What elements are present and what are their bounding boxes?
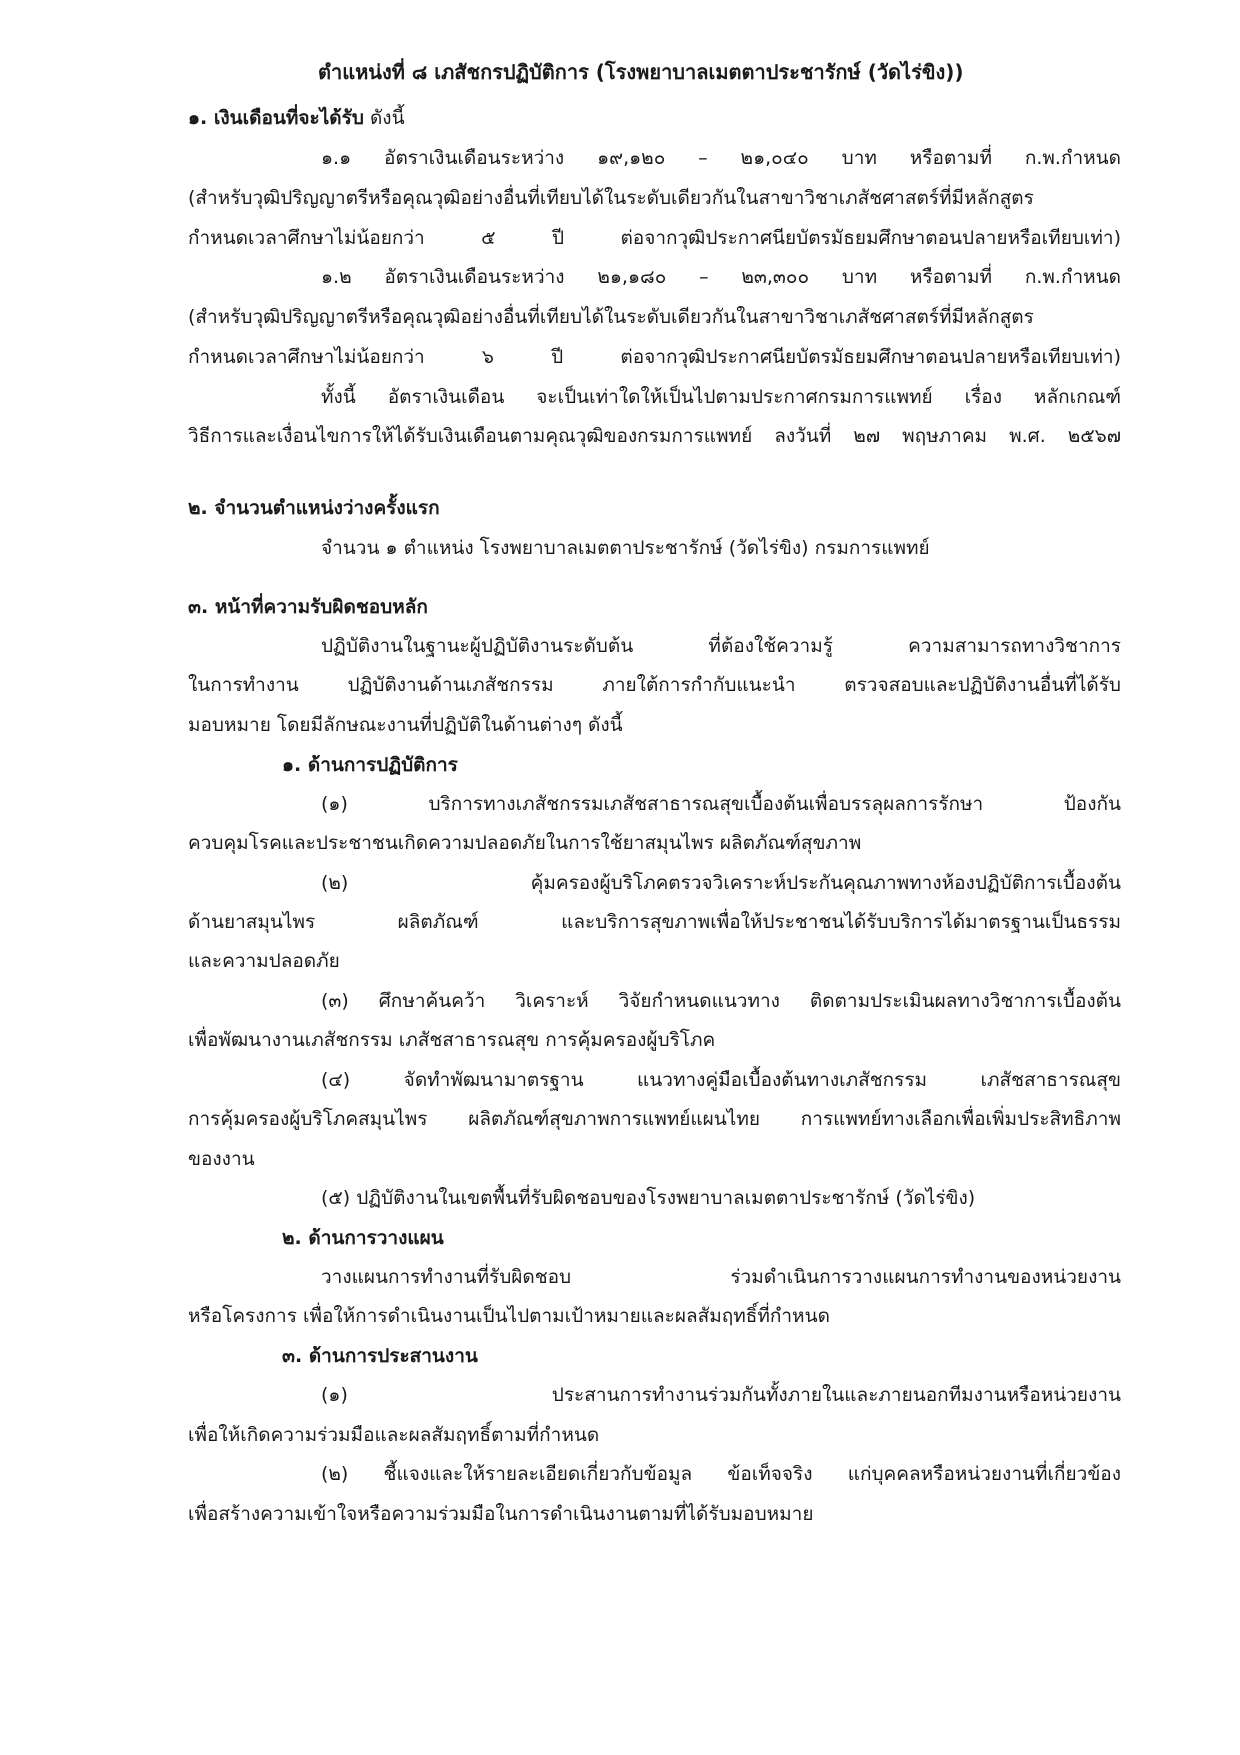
coordination-item-1-line-2: เพื่อให้เกิดความร่วมมือและผลสัมฤทธิ์ตามที่กำหนด xyxy=(188,1424,600,1446)
salary-item-2-line-2: (สำหรับวุฒิปริญญาตรีหรือคุณวุฒิอย่างอื่นที่เทียบได้ในระดับเดียวกันในสาขาวิชาเภสัชศาสตร์ที่มีหลักสูตร xyxy=(188,306,1034,328)
duties-intro-line-2: ในการทำงาน ปฏิบัติงานด้านเภสัชกรรม ภายใต้การกำกับแนะนำ ตรวจสอบและปฏิบัติงานอื่นที่ได้รับ xyxy=(188,674,1121,696)
salary-note-line-1: ทั้งนี้ อัตราเงินเดือน จะเป็นเท่าใดให้เป็นไปตามประกาศกรมการแพทย์ เรื่อง หลักเกณฑ์ xyxy=(321,386,1121,408)
operations-item-4-line-2: การคุ้มครองผู้บริโภคสมุนไพร ผลิตภัณฑ์สุขภาพการแพทย์แผนไทย การแพทย์ทางเลือกเพื่อเพิ่มประสิทธิภาพ xyxy=(188,1108,1121,1130)
subsection-1-heading: ๑. ด้านการปฏิบัติการ xyxy=(282,754,458,776)
section-1-heading-line xyxy=(188,104,405,132)
operations-item-3-line-1: (๓) ศึกษาค้นคว้า วิเคราะห์ วิจัยกำหนดแนวทาง ติดตามประเมินผลทางวิชาการเบื้องต้น xyxy=(321,990,1121,1012)
section-1-heading: ๑. เงินเดือนที่จะได้รับ xyxy=(188,107,364,129)
coordination-item-2-line-2: เพื่อสร้างความเข้าใจหรือความร่วมมือในการดำเนินงานตามที่ได้รับมอบหมาย xyxy=(188,1503,814,1525)
section-2-heading: ๒. จำนวนตำแหน่งว่างครั้งแรก xyxy=(188,497,440,519)
salary-item-2-line-1: ๑.๒ อัตราเงินเดือนระหว่าง ๒๑,๑๘๐ – ๒๓,๓๐๐ บาท หรือตามที่ ก.พ.กำหนด xyxy=(321,266,1121,288)
coordination-item-1-line-1: (๑) ประสานการทำงานร่วมกันทั้งภายในและภายนอกทีมงานหรือหน่วยงาน xyxy=(321,1384,1121,1406)
operations-item-1-line-2: ควบคุมโรคและประชาชนเกิดความปลอดภัยในการใช้ยาสมุนไพร ผลิตภัณฑ์สุขภาพ xyxy=(188,832,862,854)
operations-item-2-line-3: และความปลอดภัย xyxy=(188,950,340,972)
salary-note-line-2: วิธีการและเงื่อนไขการให้ได้รับเงินเดือนตามคุณวุฒิของกรมการแพทย์ ลงวันที่ ๒๗ พฤษภาคม พ.ศ. ๒๕๖๗ xyxy=(188,425,1121,447)
duties-intro-line-3: มอบหมาย โดยมีลักษณะงานที่ปฏิบัติในด้านต่างๆ ดังนี้ xyxy=(188,714,623,736)
section-1-heading-suffix: ดังนี้ xyxy=(363,107,405,129)
salary-item-1-line-2: (สำหรับวุฒิปริญญาตรีหรือคุณวุฒิอย่างอื่นที่เทียบได้ในระดับเดียวกันในสาขาวิชาเภสัชศาสตร์ที่มีหลักสูตร xyxy=(188,187,1034,209)
subsection-3-heading: ๓. ด้านการประสานงาน xyxy=(282,1345,478,1367)
operations-item-2-line-1: (๒) คุ้มครองผู้บริโภคตรวจวิเคราะห์ประกันคุณภาพทางห้องปฏิบัติการเบื้องต้น xyxy=(321,872,1121,894)
document-title: ตำแหน่งที่ ๘ เภสัชกรปฏิบัติการ (โรงพยาบาลเมตตาประชารักษ์ (วัดไร่ขิง)) xyxy=(318,60,964,84)
operations-item-1-line-1: (๑) บริการทางเภสัชกรรมเภสัชสาธารณสุขเบื้องต้นเพื่อบรรลุผลการรักษา ป้องกัน xyxy=(321,793,1121,815)
salary-item-1-line-1: ๑.๑ อัตราเงินเดือนระหว่าง ๑๙,๑๒๐ – ๒๑,๐๔๐ บาท หรือตามที่ ก.พ.กำหนด xyxy=(321,147,1121,169)
salary-item-1-line-3: กำหนดเวลาศึกษาไม่น้อยกว่า ๕ ปี ต่อจากวุฒิประกาศนียบัตรมัธยมศึกษาตอนปลายหรือเทียบเท่า) xyxy=(188,227,1121,249)
subsection-2-heading: ๒. ด้านการวางแผน xyxy=(282,1227,444,1249)
operations-item-2-line-2: ด้านยาสมุนไพร ผลิตภัณฑ์ และบริการสุขภาพเพื่อให้ประชาชนได้รับบริการได้มาตรฐานเป็นธรรม xyxy=(188,911,1121,933)
section-3-heading: ๓. หน้าที่ความรับผิดชอบหลัก xyxy=(188,596,428,618)
planning-line-1: วางแผนการทำงานที่รับผิดชอบ ร่วมดำเนินการวางแผนการทำงานของหน่วยงาน xyxy=(321,1266,1121,1288)
operations-item-5-line-1: (๕) ปฏิบัติงานในเขตพื้นที่รับผิดชอบของโรงพยาบาลเมตตาประชารักษ์ (วัดไร่ขิง) xyxy=(321,1187,976,1209)
salary-item-2-line-3: กำหนดเวลาศึกษาไม่น้อยกว่า ๖ ปี ต่อจากวุฒิประกาศนียบัตรมัธยมศึกษาตอนปลายหรือเทียบเท่า) xyxy=(188,346,1121,368)
operations-item-3-line-2: เพื่อพัฒนางานเภสัชกรรม เภสัชสาธารณสุข การคุ้มครองผู้บริโภค xyxy=(188,1029,716,1051)
planning-line-2: หรือโครงการ เพื่อให้การดำเนินงานเป็นไปตามเป้าหมายและผลสัมฤทธิ์ที่กำหนด xyxy=(188,1305,830,1327)
duties-intro-line-1: ปฏิบัติงานในฐานะผู้ปฏิบัติงานระดับต้น ที่ต้องใช้ความรู้ ความสามารถทางวิชาการ xyxy=(321,635,1121,657)
coordination-item-2-line-1: (๒) ชี้แจงและให้รายละเอียดเกี่ยวกับข้อมูล ข้อเท็จจริง แก่บุคคลหรือหน่วยงานที่เกี่ยวข้อง xyxy=(321,1463,1121,1485)
vacancy-line: จำนวน ๑ ตำแหน่ง โรงพยาบาลเมตตาประชารักษ์ (วัดไร่ขิง) กรมการแพทย์ xyxy=(321,537,930,559)
operations-item-4-line-1: (๔) จัดทำพัฒนามาตรฐาน แนวทางคู่มือเบื้องต้นทางเภสัชกรรม เภสัชสาธารณสุข xyxy=(321,1069,1121,1091)
operations-item-4-line-3: ของงาน xyxy=(188,1148,255,1170)
